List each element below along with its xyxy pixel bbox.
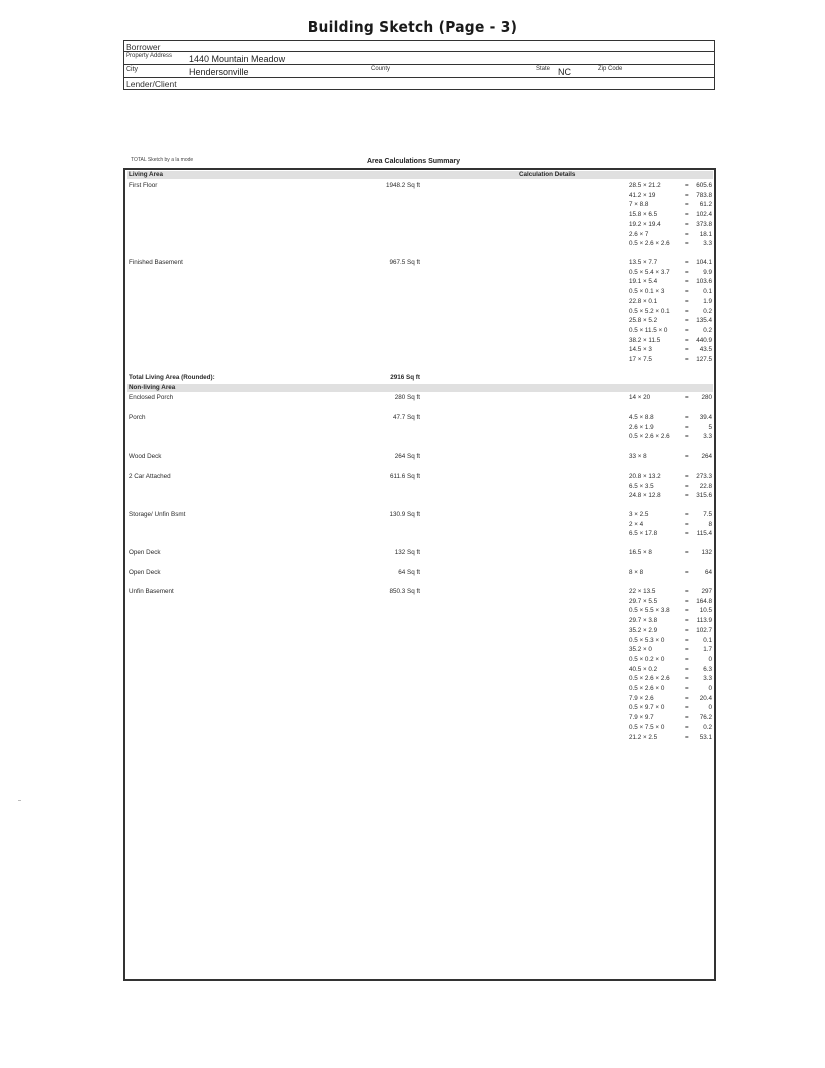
calc-expression: 19.1 × 5.4 — [629, 278, 658, 286]
calc-result: 61.2 — [699, 201, 712, 209]
non-living-area-value: 850.3 Sq ft — [389, 588, 420, 595]
calc-equals: = — [685, 655, 689, 663]
calc-result: 22.8 — [699, 482, 712, 490]
calc-expression: 19.2 × 19.4 — [629, 220, 661, 228]
calc-result: 7.5 — [703, 511, 712, 518]
calc-result: 20.4 — [699, 694, 712, 702]
calc-equals: = — [685, 220, 689, 228]
calc-equals: = — [685, 230, 689, 238]
calc-equals: = — [685, 268, 689, 276]
non-living-area-name: Enclosed Porch — [129, 394, 174, 401]
calc-expression: 41.2 × 19 — [629, 191, 656, 199]
calc-result: 273.3 — [696, 473, 712, 480]
property-address-row — [124, 52, 714, 65]
calc-expression: 15.8 × 6.5 — [629, 211, 658, 219]
living-area-heading: Living Area — [129, 171, 164, 178]
calc-result: 3.3 — [703, 675, 712, 683]
calc-result: 5 — [708, 423, 712, 431]
calc-equals: = — [685, 297, 689, 305]
calc-expression: 29.7 × 5.5 — [629, 597, 658, 605]
calc-equals: = — [685, 685, 689, 692]
calc-expression: 0.5 × 2.6 × 0 — [629, 685, 665, 692]
calc-equals: = — [685, 723, 689, 731]
zip-code-label: Zip Code — [598, 66, 623, 72]
calc-result: 315.6 — [696, 492, 712, 500]
calc-expression: 4.5 × 8.8 — [629, 414, 654, 421]
calc-result: 6.3 — [703, 665, 712, 673]
living-area-value: 967.5 Sq ft — [389, 259, 420, 266]
calc-result: 783.8 — [696, 191, 712, 199]
calc-expression: 22 × 13.5 — [629, 588, 656, 595]
calc-expression: 16.5 × 8 — [629, 549, 652, 556]
calc-result: 127.5 — [696, 356, 712, 363]
calc-result: 10.5 — [699, 607, 712, 615]
calculation-details-heading: Calculation Details — [519, 171, 576, 178]
calc-equals: = — [685, 414, 689, 421]
calc-equals: = — [685, 733, 689, 741]
calc-expression: 13.5 × 7.7 — [629, 259, 658, 266]
non-living-area-name: Open Deck — [129, 569, 161, 576]
calc-result: 53.1 — [699, 733, 712, 741]
calc-equals: = — [685, 182, 689, 189]
calc-expression: 3 × 2.5 — [629, 511, 649, 518]
calc-equals: = — [685, 482, 689, 490]
property-address-label: Property Address — [126, 53, 173, 59]
calc-equals: = — [685, 317, 689, 325]
calc-equals: = — [685, 607, 689, 615]
calc-result: 1.9 — [703, 297, 712, 305]
calc-expression: 22.8 × 0.1 — [629, 297, 658, 305]
calc-expression: 0.5 × 0.1 × 3 — [629, 288, 665, 296]
calc-result: 39.4 — [699, 414, 712, 421]
non-living-area-value: 264 Sq ft — [394, 453, 420, 460]
calc-result: 103.6 — [696, 278, 712, 286]
calc-expression: 29.7 × 3.8 — [629, 617, 658, 625]
non-living-area-name: Unfin Basement — [129, 588, 174, 595]
calc-equals: = — [685, 665, 689, 673]
calc-expression: 0.5 × 2.6 × 2.6 — [629, 240, 670, 248]
calc-equals: = — [685, 336, 689, 344]
calc-expression: 25.8 × 5.2 — [629, 317, 658, 325]
calc-expression: 40.5 × 0.2 — [629, 665, 658, 673]
calc-equals: = — [685, 704, 689, 712]
calc-result: 0 — [708, 704, 712, 712]
calc-result: 115.4 — [696, 530, 712, 538]
calc-expression: 17 × 7.5 — [629, 356, 652, 363]
non-living-area-value: 280 Sq ft — [394, 394, 420, 401]
calc-result: 102.7 — [696, 626, 712, 634]
total-living-value: 2916 Sq ft — [390, 374, 420, 381]
calc-expression: 38.2 × 11.5 — [629, 336, 661, 344]
calc-result: 373.8 — [696, 220, 712, 228]
calc-expression: 2 × 4 — [629, 520, 644, 528]
living-area-value: 1948.2 Sq ft — [386, 182, 420, 189]
non-living-area-name: 2 Car Attached — [129, 473, 171, 480]
calc-result: 8 — [708, 520, 712, 528]
city-value: Hendersonville — [189, 67, 249, 77]
living-area-name: First Floor — [129, 182, 158, 189]
calc-equals: = — [685, 636, 689, 644]
lender-label: Lender/Client — [126, 79, 177, 89]
calc-equals: = — [685, 511, 689, 518]
calc-result: 102.4 — [696, 211, 712, 219]
non-living-area-value: 130.9 Sq ft — [389, 511, 420, 518]
calc-equals: = — [685, 356, 689, 363]
calc-equals: = — [685, 646, 689, 654]
calc-expression: 0.5 × 2.6 × 2.6 — [629, 433, 670, 441]
calc-equals: = — [685, 211, 689, 219]
calc-equals: = — [685, 346, 689, 354]
calc-equals: = — [685, 240, 689, 248]
calc-equals: = — [685, 288, 689, 296]
calc-expression: 20.8 × 13.2 — [629, 473, 661, 480]
calc-expression: 14.5 × 3 — [629, 346, 652, 354]
non-living-area-value: 64 Sq ft — [398, 569, 420, 576]
total-living-label: Total Living Area (Rounded): — [129, 374, 215, 381]
calc-equals: = — [685, 433, 689, 441]
calc-result: 0.2 — [703, 307, 712, 315]
calc-result: 605.6 — [696, 182, 712, 189]
calc-expression: 7.9 × 2.6 — [629, 694, 654, 702]
calc-expression: 0.5 × 0.2 × 0 — [629, 655, 665, 663]
calc-result: 0.2 — [703, 326, 712, 334]
living-area-band — [127, 171, 713, 179]
calc-expression: 28.5 × 21.2 — [629, 182, 661, 189]
non-living-area-value: 132 Sq ft — [394, 549, 420, 556]
calc-equals: = — [685, 394, 689, 401]
calc-result: 0.2 — [703, 723, 712, 731]
non-living-area-value: 47.7 Sq ft — [393, 414, 420, 421]
lender-row — [124, 78, 714, 90]
non-living-area-name: Porch — [129, 414, 146, 421]
calc-equals: = — [685, 520, 689, 528]
borrower-row — [124, 41, 714, 52]
calc-expression: 0.5 × 5.3 × 0 — [629, 636, 665, 644]
calc-result: 0.1 — [703, 288, 712, 296]
calc-result: 18.1 — [699, 230, 712, 238]
calc-expression: 0.5 × 11.5 × 0 — [629, 326, 668, 334]
calc-equals: = — [685, 626, 689, 634]
calc-result: 9.9 — [703, 268, 712, 276]
calc-expression: 35.2 × 2.9 — [629, 626, 658, 634]
calc-expression: 6.5 × 17.8 — [629, 530, 658, 538]
sketch-credit: TOTAL Sketch by a la mode — [131, 157, 194, 163]
calc-equals: = — [685, 423, 689, 431]
borrower-label: Borrower — [126, 42, 161, 52]
calc-expression: 6.5 × 3.5 — [629, 482, 654, 490]
state-label: State — [536, 66, 551, 72]
calc-result: 280 — [701, 394, 712, 401]
calc-equals: = — [685, 617, 689, 625]
calc-equals: = — [685, 569, 689, 576]
calc-expression: 24.8 × 12.8 — [629, 492, 661, 500]
non-living-area-band — [127, 384, 713, 392]
calc-expression: 0.5 × 7.5 × 0 — [629, 723, 665, 731]
calc-expression: 7 × 8.8 — [629, 201, 649, 209]
calc-expression: 33 × 8 — [629, 453, 647, 460]
summary-title: Area Calculations Summary — [367, 158, 460, 165]
non-living-area-name: Wood Deck — [129, 453, 162, 460]
calc-expression: 0.5 × 5.5 × 3.8 — [629, 607, 670, 615]
header-form — [123, 40, 715, 90]
calc-result: 43.5 — [699, 346, 712, 354]
calc-equals: = — [685, 492, 689, 500]
calc-equals: = — [685, 588, 689, 595]
calc-equals: = — [685, 326, 689, 334]
calc-result: 64 — [704, 569, 712, 576]
calc-expression: 0.5 × 2.6 × 2.6 — [629, 675, 670, 683]
calc-equals: = — [685, 278, 689, 286]
margin-mark — [18, 800, 21, 801]
calc-result: 3.3 — [703, 240, 712, 248]
city-label: City — [126, 66, 139, 73]
calc-result: 1.7 — [703, 646, 712, 654]
calc-expression: 7.9 × 9.7 — [629, 714, 654, 722]
calc-result: 132 — [701, 549, 712, 556]
calc-result: 0 — [708, 655, 712, 663]
calc-equals: = — [685, 694, 689, 702]
calc-expression: 8 × 8 — [629, 569, 644, 576]
calc-expression: 0.5 × 5.2 × 0.1 — [629, 307, 670, 315]
calc-equals: = — [685, 453, 689, 460]
calc-expression: 14 × 20 — [629, 394, 651, 401]
calc-equals: = — [685, 201, 689, 209]
calc-result: 104.1 — [696, 259, 712, 266]
living-area-name: Finished Basement — [129, 259, 183, 266]
non-living-area-name: Storage/ Unfin Bsmt — [129, 511, 186, 518]
calc-equals: = — [685, 473, 689, 480]
calc-equals: = — [685, 714, 689, 722]
calc-result: 164.8 — [696, 597, 712, 605]
calc-result: 135.4 — [696, 317, 712, 325]
non-living-area-name: Open Deck — [129, 549, 161, 556]
calc-equals: = — [685, 307, 689, 315]
non-living-area-value: 611.6 Sq ft — [390, 473, 420, 480]
calc-expression: 35.2 × 0 — [629, 646, 652, 654]
calc-result: 0.1 — [703, 636, 712, 644]
calc-expression: 0.5 × 9.7 × 0 — [629, 704, 665, 712]
city-row — [124, 65, 714, 78]
calc-result: 440.9 — [696, 336, 712, 344]
calc-expression: 2.6 × 1.9 — [629, 423, 654, 431]
non-living-heading: Non-living Area — [129, 384, 176, 391]
calc-result: 264 — [701, 453, 712, 460]
calc-equals: = — [685, 597, 689, 605]
calc-expression: 2.6 × 7 — [629, 230, 649, 238]
calc-result: 76.2 — [699, 714, 712, 722]
calc-equals: = — [685, 530, 689, 538]
calc-equals: = — [685, 259, 689, 266]
calc-equals: = — [685, 675, 689, 683]
calc-expression: 21.2 × 2.5 — [629, 733, 658, 741]
calc-result: 0 — [708, 685, 712, 692]
state-value: NC — [558, 67, 571, 77]
calc-result: 297 — [701, 588, 712, 595]
calc-equals: = — [685, 549, 689, 556]
calc-result: 3.3 — [703, 433, 712, 441]
county-label: County — [371, 66, 391, 72]
calc-equals: = — [685, 191, 689, 199]
calc-result: 113.9 — [696, 617, 712, 625]
calc-expression: 0.5 × 5.4 × 3.7 — [629, 268, 670, 276]
page-title: Building Sketch (Page - 3) — [307, 18, 518, 36]
property-address-value: 1440 Mountain Meadow — [189, 54, 286, 64]
